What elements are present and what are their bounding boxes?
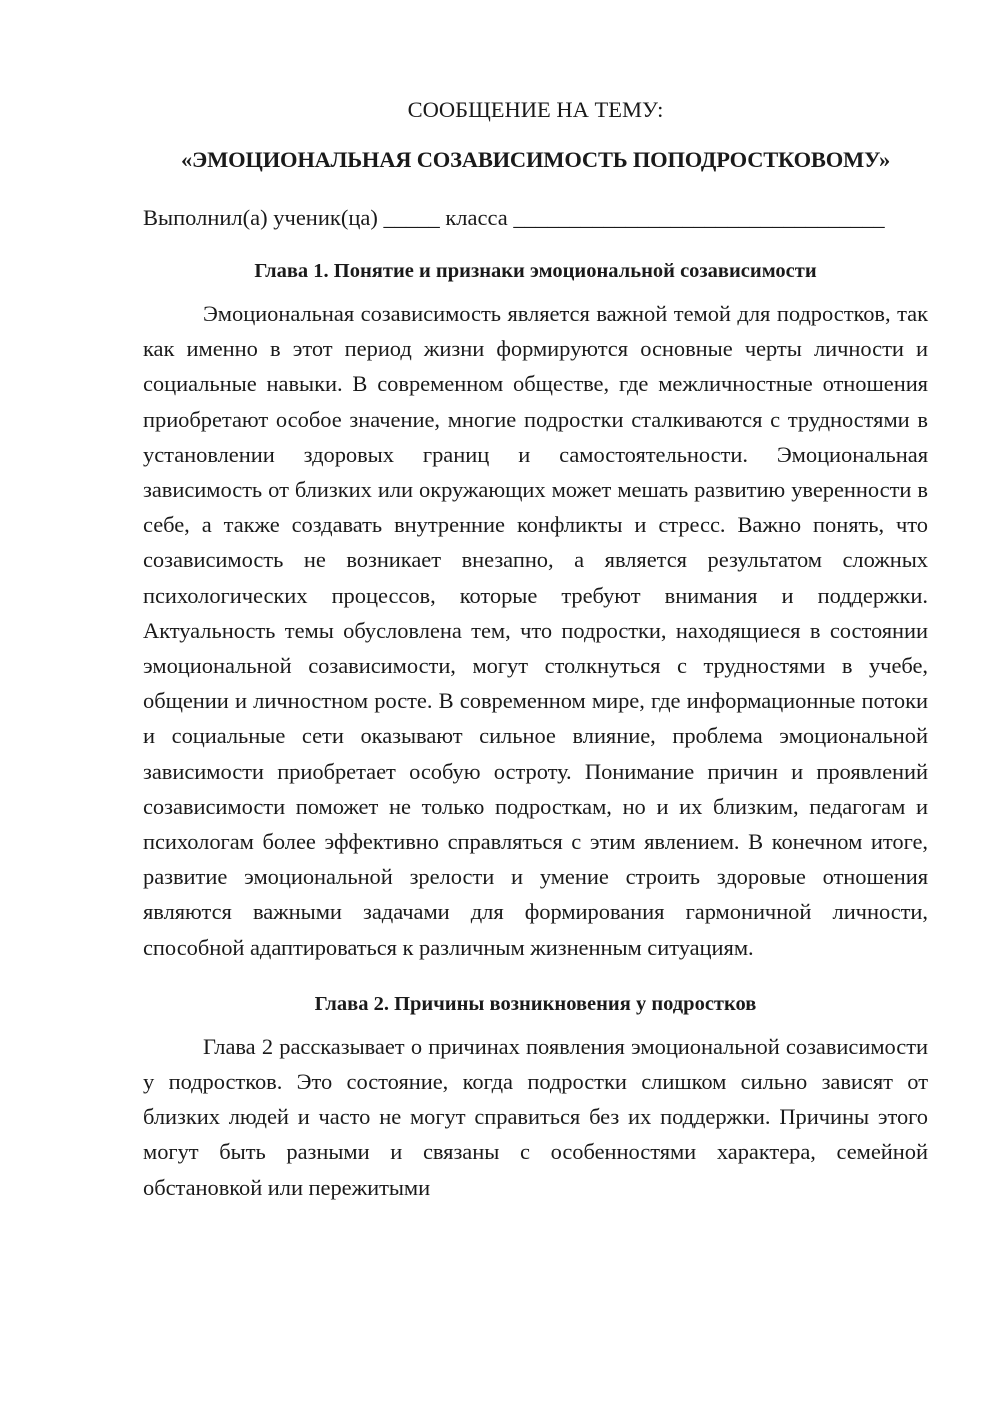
document-page	[143, 92, 928, 1205]
chapter-1-paragraph: Эмоциональная созависимость является важной темой для подростков, так как именно в этот период жизни формируются основные черты личности и социальные навыки. В современном обществе, где межличностные отношения приобретают особое значение, многие подростки сталкиваются с трудностями в установлении здоровых границ и самостоятельности. Эмоциональная зависимость от близких или окружающих может мешать развитию уверенности в себе, а также создавать внутренние конфликты и стресс. Важно понять, что созависимость не возникает внезапно, а является результатом сложных психологических процессов, которые требуют внимания и поддержки. Актуальность темы обусловлена тем, что подростки, находящиеся в состоянии эмоциональной созависимости, могут столкнуться с трудностями в учебе, общении и личностном росте. В современном мире, где информационные потоки и социальные сети оказывают сильное влияние, проблема эмоциональной зависимости приобретает особую остроту. Понимание причин и проявлений созависимости поможет не только подросткам, но и их близким, педагогам и психологам более эффективно справляться с этим явлением. В конечном итоге, развитие эмоциональной зрелости и умение строить здоровые отношения являются важными задачами для формирования гармоничной личности, способной адаптироваться к различным жизненным ситуациям.	[143, 301, 928, 960]
chapter-1-heading: Глава 1. Понятие и признаки эмоциональной созависимости	[254, 260, 817, 282]
document-header: СООБЩЕНИЕ НА ТЕМУ:	[407, 97, 664, 122]
author-line: Выполнил(а) ученик(ца) _____ класса _________________________________	[143, 205, 885, 230]
chapter-2-paragraph: Глава 2 рассказывает о причинах появления эмоциональной созависимости у подростков. Это состояние, когда подростки слишком сильно зависят от близких людей и часто не могут справиться без их поддержки. Причины этого могут быть разными и связаны с особенностями характера, семейной обстановкой или пережитыми	[143, 1033, 928, 1200]
chapter-2-heading: Глава 2. Причины возникновения у подростков	[314, 992, 757, 1015]
document-topic-title: «ЭМОЦИОНАЛЬНАЯ СОЗАВИСИМОСТЬ ПОПОДРОСТКОВОМУ»	[180, 147, 891, 172]
